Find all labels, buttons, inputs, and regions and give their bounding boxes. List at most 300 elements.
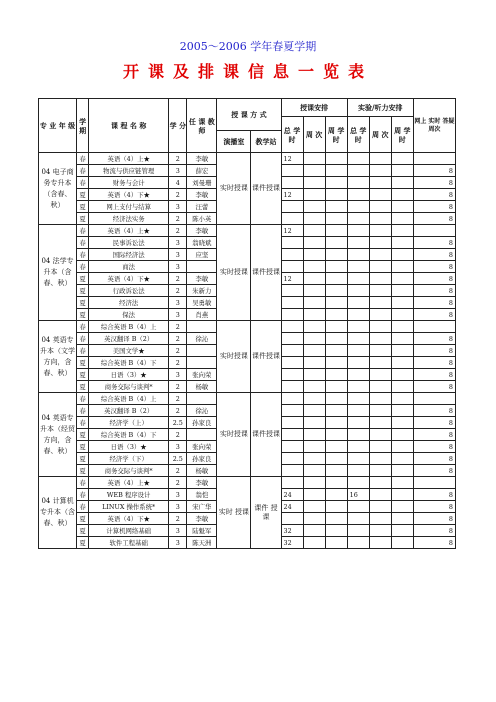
term-cell: 夏 xyxy=(77,297,89,309)
online-week-cell: 8 xyxy=(413,345,455,357)
lecture-hours-cell xyxy=(325,525,347,537)
lab-total-cell xyxy=(347,165,369,177)
lab-total-cell xyxy=(347,393,369,405)
lecture-hours-cell xyxy=(325,189,347,201)
credit-cell: 3 xyxy=(169,237,187,249)
header-lecture-hours: 周 学 时 xyxy=(325,117,347,153)
lab-total-cell xyxy=(347,237,369,249)
credit-cell: 3 xyxy=(169,165,187,177)
lab-total-cell xyxy=(347,453,369,465)
lecture-week-cell xyxy=(303,525,325,537)
lecture-total-cell xyxy=(281,165,303,177)
table-row xyxy=(39,393,456,405)
lab-week-cell xyxy=(369,285,391,297)
teacher-cell: 刘曼珊 xyxy=(187,177,217,189)
lab-week-cell xyxy=(369,465,391,477)
mode-site-cell: 课件授课 xyxy=(251,153,281,225)
teacher-cell: 李敏 xyxy=(187,225,217,237)
lab-total-cell xyxy=(347,309,369,321)
term-cell: 春 xyxy=(77,261,89,273)
course-cell: 行政诉讼法 xyxy=(89,285,169,297)
term-cell: 夏 xyxy=(77,369,89,381)
lecture-week-cell xyxy=(303,345,325,357)
teacher-cell: 杨敏 xyxy=(187,465,217,477)
term-cell: 夏 xyxy=(77,453,89,465)
lecture-hours-cell xyxy=(325,213,347,225)
credit-cell: 3 xyxy=(169,537,187,549)
online-week-cell: 8 xyxy=(413,309,455,321)
teacher-cell: 孙家良 xyxy=(187,453,217,465)
term-cell: 夏 xyxy=(77,381,89,393)
lab-hours-cell xyxy=(391,153,413,165)
lecture-total-cell xyxy=(281,357,303,369)
online-week-cell: 8 xyxy=(413,513,455,525)
lecture-total-cell xyxy=(281,177,303,189)
lab-total-cell xyxy=(347,537,369,549)
course-cell: 英语（4）上★ xyxy=(89,153,169,165)
lecture-week-cell xyxy=(303,189,325,201)
lab-hours-cell xyxy=(391,405,413,417)
lecture-total-cell: 24 xyxy=(281,501,303,513)
lab-total-cell xyxy=(347,405,369,417)
mode-room-cell: 实时授课 xyxy=(217,153,251,225)
lecture-week-cell xyxy=(303,477,325,489)
lecture-hours-cell xyxy=(325,405,347,417)
lab-hours-cell xyxy=(391,261,413,273)
credit-cell: 2 xyxy=(169,405,187,417)
term-cell: 春 xyxy=(77,477,89,489)
online-week-cell: 8 xyxy=(413,357,455,369)
lab-week-cell xyxy=(369,321,391,333)
teacher-cell: 李敏 xyxy=(187,273,217,285)
lab-hours-cell xyxy=(391,513,413,525)
course-cell: 英语（4）下★ xyxy=(89,189,169,201)
credit-cell: 2 xyxy=(169,465,187,477)
course-cell: LINUX 操作系统* xyxy=(89,501,169,513)
teacher-cell xyxy=(187,429,217,441)
table-body xyxy=(39,153,456,549)
lab-week-cell xyxy=(369,501,391,513)
lab-total-cell xyxy=(347,429,369,441)
lecture-week-cell xyxy=(303,405,325,417)
credit-cell: 2.5 xyxy=(169,417,187,429)
lab-week-cell xyxy=(369,177,391,189)
lab-total-cell xyxy=(347,225,369,237)
lab-hours-cell xyxy=(391,321,413,333)
lecture-hours-cell xyxy=(325,309,347,321)
term-cell: 春 xyxy=(77,501,89,513)
lab-total-cell xyxy=(347,345,369,357)
teacher-cell: 翁晓斌 xyxy=(187,237,217,249)
term-cell: 春 xyxy=(77,393,89,405)
online-week-cell: 8 xyxy=(413,489,455,501)
lecture-hours-cell xyxy=(325,201,347,213)
teacher-cell: 翁恺 xyxy=(187,489,217,501)
teacher-cell: 孙家良 xyxy=(187,417,217,429)
page-subtitle: 开课及排课信息一览表 xyxy=(122,62,373,81)
lab-week-cell xyxy=(369,381,391,393)
lab-total-cell xyxy=(347,189,369,201)
lab-week-cell xyxy=(369,405,391,417)
course-cell: 商法 xyxy=(89,261,169,273)
teacher-cell: 薛宏 xyxy=(187,165,217,177)
online-week-cell xyxy=(413,321,455,333)
credit-cell: 2 xyxy=(169,357,187,369)
credit-cell: 3 xyxy=(169,309,187,321)
lab-week-cell xyxy=(369,309,391,321)
lecture-total-cell: 24 xyxy=(281,489,303,501)
lecture-week-cell xyxy=(303,285,325,297)
credit-cell: 2 xyxy=(169,333,187,345)
major-cell: 04 电子商务专升本（含春、秋） xyxy=(39,153,77,225)
lecture-total-cell: 32 xyxy=(281,537,303,549)
lecture-total-cell xyxy=(281,453,303,465)
lecture-total-cell: 12 xyxy=(281,273,303,285)
lecture-total-cell xyxy=(281,477,303,489)
term-cell: 夏 xyxy=(77,513,89,525)
lab-total-cell xyxy=(347,465,369,477)
teacher-cell xyxy=(187,261,217,273)
term-cell: 夏 xyxy=(77,309,89,321)
online-week-cell: 8 xyxy=(413,189,455,201)
term-cell: 夏 xyxy=(77,441,89,453)
lab-week-cell xyxy=(369,153,391,165)
mode-room-cell: 实时授课 xyxy=(217,225,251,321)
lab-total-cell xyxy=(347,525,369,537)
teacher-cell: 陈天洲 xyxy=(187,537,217,549)
lecture-hours-cell xyxy=(325,381,347,393)
lab-hours-cell xyxy=(391,465,413,477)
lab-total-cell xyxy=(347,321,369,333)
lecture-week-cell xyxy=(303,201,325,213)
lab-week-cell xyxy=(369,273,391,285)
teacher-cell: 徐沁 xyxy=(187,333,217,345)
teacher-cell: 朱新力 xyxy=(187,285,217,297)
lecture-hours-cell xyxy=(325,501,347,513)
lecture-week-cell xyxy=(303,441,325,453)
mode-site-cell: 课件授课 xyxy=(251,393,281,477)
lab-week-cell xyxy=(369,525,391,537)
lecture-week-cell xyxy=(303,513,325,525)
online-week-cell: 8 xyxy=(413,369,455,381)
lecture-hours-cell xyxy=(325,417,347,429)
header-mode: 授 课 方 式 xyxy=(217,99,281,131)
lab-hours-cell xyxy=(391,333,413,345)
lecture-week-cell xyxy=(303,165,325,177)
course-cell: 经济学（上） xyxy=(89,417,169,429)
lecture-total-cell xyxy=(281,513,303,525)
lecture-hours-cell xyxy=(325,333,347,345)
teacher-cell xyxy=(187,357,217,369)
credit-cell: 3 xyxy=(169,489,187,501)
lab-hours-cell xyxy=(391,537,413,549)
course-cell: 商务交际与谈判* xyxy=(89,465,169,477)
lecture-week-cell xyxy=(303,321,325,333)
lecture-total-cell xyxy=(281,393,303,405)
lecture-hours-cell xyxy=(325,465,347,477)
lab-week-cell xyxy=(369,225,391,237)
header-lab-hours: 周 学 时 xyxy=(391,117,413,153)
lab-week-cell xyxy=(369,441,391,453)
table-row xyxy=(39,153,456,165)
lecture-total-cell: 12 xyxy=(281,225,303,237)
lab-hours-cell xyxy=(391,237,413,249)
lab-total-cell xyxy=(347,333,369,345)
term-cell: 春 xyxy=(77,333,89,345)
teacher-cell: 李敏 xyxy=(187,153,217,165)
course-cell: 计算机网络基础 xyxy=(89,525,169,537)
online-week-cell: 8 xyxy=(413,297,455,309)
lecture-hours-cell xyxy=(325,345,347,357)
header-lab-total: 总 学 时 xyxy=(347,117,369,153)
header-major: 专 业 年 级 xyxy=(39,99,77,153)
header-course: 课 程 名 称 xyxy=(89,99,169,153)
term-cell: 春 xyxy=(77,417,89,429)
lecture-hours-cell xyxy=(325,153,347,165)
credit-cell: 3 xyxy=(169,201,187,213)
lecture-week-cell xyxy=(303,309,325,321)
lab-total-cell xyxy=(347,213,369,225)
lab-week-cell xyxy=(369,237,391,249)
major-cell: 04 英语专升本（经贸方向，含春、秋） xyxy=(39,393,77,477)
lab-week-cell xyxy=(369,537,391,549)
term-cell: 夏 xyxy=(77,465,89,477)
lecture-hours-cell xyxy=(325,477,347,489)
lecture-hours-cell xyxy=(325,441,347,453)
term-cell: 夏 xyxy=(77,201,89,213)
online-week-cell: 8 xyxy=(413,177,455,189)
table-header xyxy=(39,99,456,153)
lecture-total-cell xyxy=(281,297,303,309)
lab-week-cell xyxy=(369,393,391,405)
major-cell: 04 法学专升本（含春、秋） xyxy=(39,225,77,321)
lab-hours-cell xyxy=(391,441,413,453)
header-lecture: 授课安排 xyxy=(281,99,347,117)
lab-hours-cell xyxy=(391,369,413,381)
term-cell: 夏 xyxy=(77,189,89,201)
lecture-total-cell xyxy=(281,285,303,297)
course-cell: 综合英语 B（4）上 xyxy=(89,321,169,333)
lab-total-cell xyxy=(347,501,369,513)
term-cell: 春 xyxy=(77,237,89,249)
mode-room-cell: 实时授课 xyxy=(217,393,251,477)
lecture-hours-cell xyxy=(325,165,347,177)
lecture-hours-cell xyxy=(325,177,347,189)
lab-week-cell xyxy=(369,417,391,429)
course-cell: 英语（4）下★ xyxy=(89,273,169,285)
lecture-total-cell xyxy=(281,321,303,333)
lecture-week-cell xyxy=(303,333,325,345)
lecture-total-cell xyxy=(281,309,303,321)
major-cell: 04 英语专升本（文学方向，含春、秋） xyxy=(39,321,77,393)
lab-week-cell xyxy=(369,369,391,381)
credit-cell: 3 xyxy=(169,261,187,273)
lecture-week-cell xyxy=(303,429,325,441)
lecture-total-cell xyxy=(281,381,303,393)
course-cell: 英语（4）上★ xyxy=(89,477,169,489)
lecture-week-cell xyxy=(303,237,325,249)
table-row xyxy=(39,477,456,489)
lecture-week-cell xyxy=(303,177,325,189)
major-cell: 04 计算机专升本（含春、秋） xyxy=(39,477,77,549)
term-cell: 夏 xyxy=(77,285,89,297)
lab-week-cell xyxy=(369,489,391,501)
online-week-cell: 8 xyxy=(413,249,455,261)
online-week-cell: 8 xyxy=(413,405,455,417)
lecture-hours-cell xyxy=(325,249,347,261)
credit-cell: 2 xyxy=(169,273,187,285)
credit-cell: 2 xyxy=(169,225,187,237)
lab-week-cell xyxy=(369,213,391,225)
lab-hours-cell xyxy=(391,453,413,465)
header-lecture-total: 总 学 时 xyxy=(281,117,303,153)
lecture-week-cell xyxy=(303,465,325,477)
term-cell: 夏 xyxy=(77,213,89,225)
lecture-hours-cell xyxy=(325,261,347,273)
teacher-cell: 李敏 xyxy=(187,189,217,201)
lab-hours-cell xyxy=(391,525,413,537)
lab-hours-cell xyxy=(391,201,413,213)
credit-cell: 2 xyxy=(169,513,187,525)
lab-total-cell xyxy=(347,273,369,285)
lab-hours-cell xyxy=(391,309,413,321)
table-row xyxy=(39,225,456,237)
mode-site-cell: 课件授课 xyxy=(251,321,281,393)
online-week-cell: 8 xyxy=(413,285,455,297)
teacher-cell: 应坚 xyxy=(187,249,217,261)
lab-total-cell xyxy=(347,297,369,309)
mode-site-cell: 课件授课 xyxy=(251,225,281,321)
course-cell: 商务交际与谈判* xyxy=(89,381,169,393)
course-cell: 综合英语 B（4）上 xyxy=(89,393,169,405)
course-cell: 英语（4）下★ xyxy=(89,513,169,525)
term-cell: 夏 xyxy=(77,273,89,285)
header-lecture-week: 周 次 xyxy=(303,117,325,153)
header-lab: 实验/听力安排 xyxy=(347,99,413,117)
lab-week-cell xyxy=(369,357,391,369)
course-cell: 美国文学★ xyxy=(89,345,169,357)
online-week-cell: 8 xyxy=(413,441,455,453)
term-cell: 春 xyxy=(77,405,89,417)
lecture-total-cell xyxy=(281,201,303,213)
lecture-total-cell xyxy=(281,405,303,417)
credit-cell: 3 xyxy=(169,441,187,453)
credit-cell: 2 xyxy=(169,393,187,405)
lab-total-cell xyxy=(347,249,369,261)
lab-total-cell xyxy=(347,513,369,525)
term-cell: 夏 xyxy=(77,525,89,537)
teacher-cell: 张向荣 xyxy=(187,441,217,453)
lab-hours-cell xyxy=(391,477,413,489)
lab-total-cell xyxy=(347,201,369,213)
lab-total-cell xyxy=(347,477,369,489)
online-week-cell: 8 xyxy=(413,453,455,465)
online-week-cell xyxy=(413,153,455,165)
course-cell: 英语（4）上★ xyxy=(89,225,169,237)
header-mode-room: 演播室 xyxy=(217,131,251,153)
teacher-cell: 陈小英 xyxy=(187,213,217,225)
lecture-week-cell xyxy=(303,273,325,285)
credit-cell: 3 xyxy=(169,501,187,513)
credit-cell: 2 xyxy=(169,345,187,357)
header-credit: 学 分 xyxy=(169,99,187,153)
lab-total-cell xyxy=(347,285,369,297)
lecture-week-cell xyxy=(303,213,325,225)
header-lab-week: 周 次 xyxy=(369,117,391,153)
teacher-cell: 陆魁军 xyxy=(187,525,217,537)
lecture-week-cell xyxy=(303,381,325,393)
course-cell: 保法 xyxy=(89,309,169,321)
schedule-table xyxy=(38,98,456,549)
lecture-total-cell xyxy=(281,249,303,261)
lecture-total-cell: 12 xyxy=(281,189,303,201)
lab-week-cell xyxy=(369,345,391,357)
lab-week-cell xyxy=(369,261,391,273)
lecture-hours-cell xyxy=(325,513,347,525)
course-cell: 经济学（下） xyxy=(89,453,169,465)
lab-total-cell xyxy=(347,417,369,429)
lab-hours-cell xyxy=(391,357,413,369)
mode-site-cell: 课件 授课 xyxy=(251,477,281,549)
online-week-cell xyxy=(413,393,455,405)
lab-week-cell xyxy=(369,429,391,441)
course-cell: WEB 程序设计 xyxy=(89,489,169,501)
teacher-cell xyxy=(187,321,217,333)
term-cell: 春 xyxy=(77,345,89,357)
course-cell: 综合英语 B（4）下 xyxy=(89,357,169,369)
lecture-hours-cell xyxy=(325,225,347,237)
course-cell: 民事诉讼法 xyxy=(89,237,169,249)
online-week-cell: 8 xyxy=(413,165,455,177)
lab-hours-cell xyxy=(391,417,413,429)
credit-cell: 2 xyxy=(169,381,187,393)
credit-cell: 3 xyxy=(169,297,187,309)
lecture-hours-cell xyxy=(325,285,347,297)
course-cell: 经济法 xyxy=(89,297,169,309)
credit-cell: 3 xyxy=(169,249,187,261)
lecture-week-cell xyxy=(303,357,325,369)
term-cell: 春 xyxy=(77,165,89,177)
credit-cell: 4 xyxy=(169,177,187,189)
teacher-cell: 李敏 xyxy=(187,477,217,489)
term-cell: 夏 xyxy=(77,537,89,549)
online-week-cell: 8 xyxy=(413,213,455,225)
lab-week-cell xyxy=(369,165,391,177)
lecture-total-cell: 12 xyxy=(281,153,303,165)
teacher-cell xyxy=(187,393,217,405)
lecture-week-cell xyxy=(303,225,325,237)
credit-cell: 2.5 xyxy=(169,453,187,465)
lecture-hours-cell xyxy=(325,537,347,549)
lecture-hours-cell xyxy=(325,429,347,441)
lecture-total-cell xyxy=(281,213,303,225)
lab-total-cell: 16 xyxy=(347,489,369,501)
online-week-cell: 8 xyxy=(413,537,455,549)
online-week-cell xyxy=(413,477,455,489)
lab-week-cell xyxy=(369,513,391,525)
lecture-total-cell xyxy=(281,429,303,441)
lecture-hours-cell xyxy=(325,489,347,501)
lecture-week-cell xyxy=(303,417,325,429)
lab-hours-cell xyxy=(391,249,413,261)
course-cell: 英汉翻译 B（2） xyxy=(89,405,169,417)
online-week-cell: 8 xyxy=(413,525,455,537)
lab-total-cell xyxy=(347,153,369,165)
lecture-hours-cell xyxy=(325,357,347,369)
term-cell: 春 xyxy=(77,177,89,189)
term-cell: 春 xyxy=(77,153,89,165)
lecture-week-cell xyxy=(303,153,325,165)
